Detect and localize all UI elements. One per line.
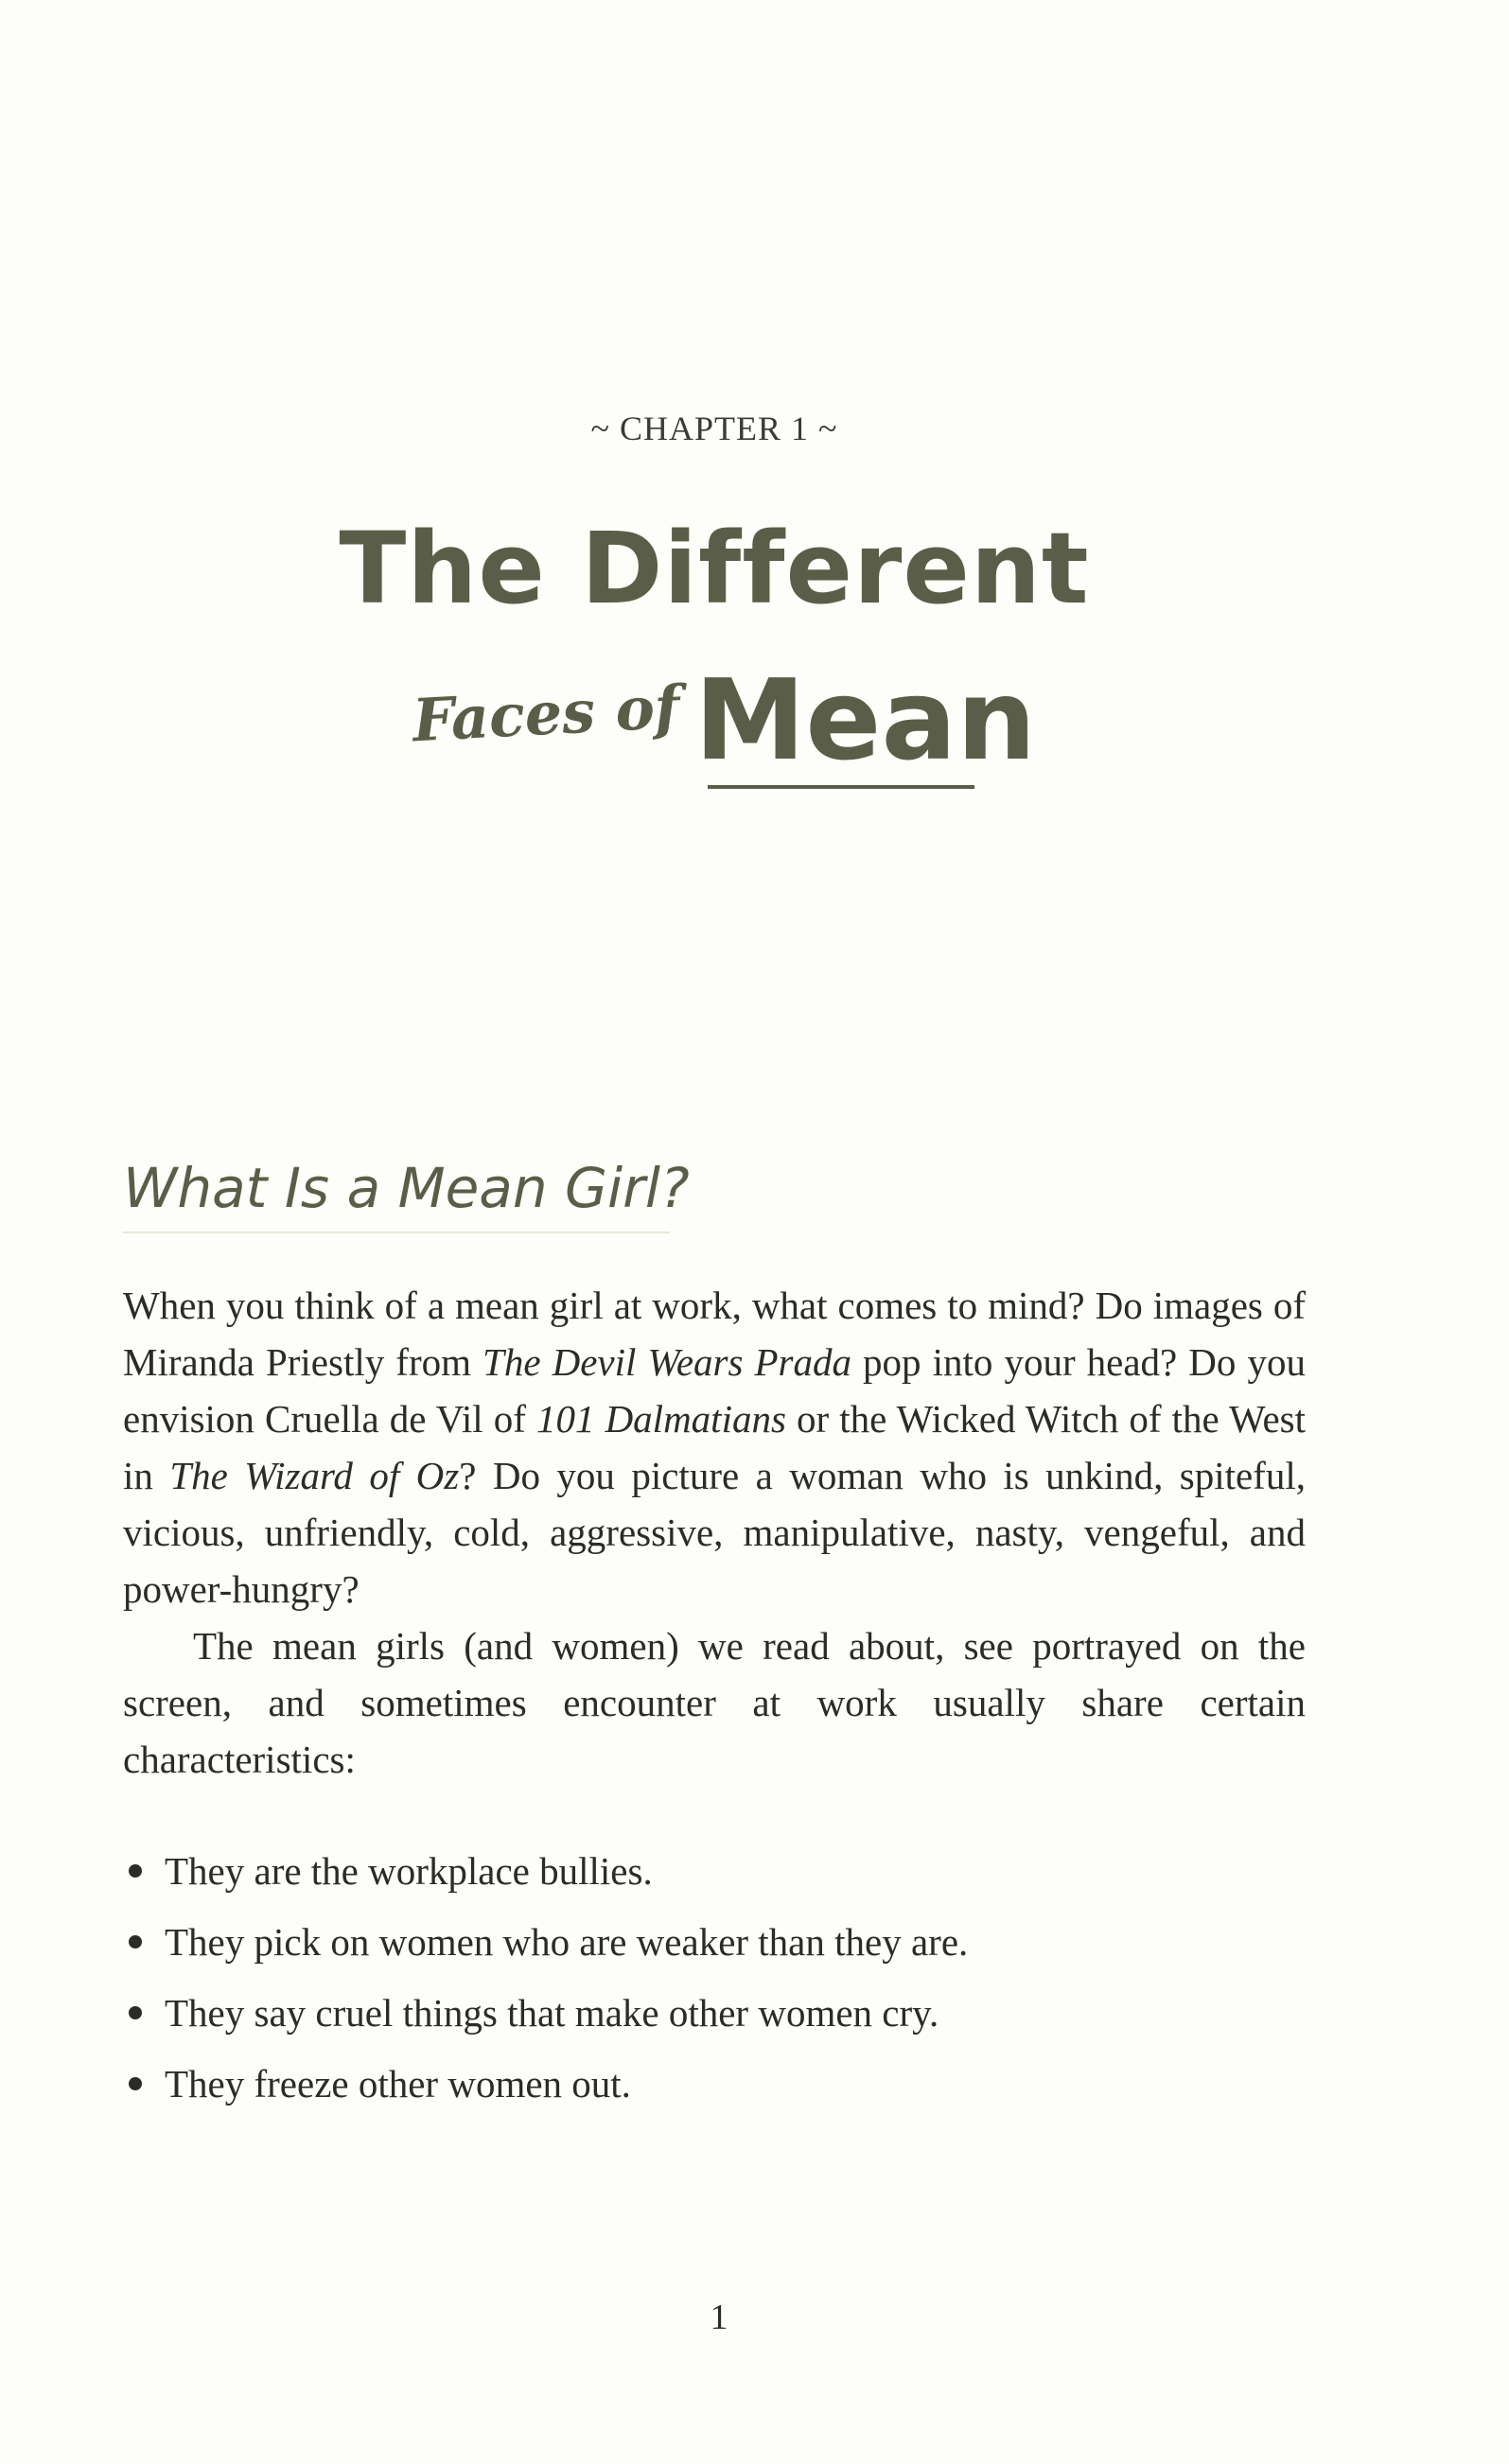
characteristics-list [123,1843,1353,2126]
list-item [123,1843,1353,1914]
chapter-title-faces-of: Faces of [411,672,682,756]
list-item-text: They say cruel things that make other women cry. [165,1991,939,2035]
title-101-dalmatians: 101 Dalmatians [536,1397,786,1441]
bullet-icon [129,2077,142,2090]
paragraph-1-text-3: or the Wicked Witch of the West in [123,1397,1306,1497]
list-item-text: They are the workplace bullies. [165,1849,653,1893]
list-item [123,1984,1353,2055]
bullet-icon [129,1864,142,1878]
title-wizard-of-oz: The Wizard of Oz [169,1454,460,1497]
bullet-icon [129,2006,142,2019]
page-number: 1 [710,2298,728,2337]
list-item [123,1914,1353,1984]
chapter-title-mean: Mean [694,655,1037,785]
list-item-text: They pick on women who are weaker than they are. [165,1920,969,1964]
body-paragraph-2: The mean girls (and women) we read about, see portrayed on the screen, and sometimes encounter at work usually share certain characteristics: [123,1624,1306,1781]
list-item-text: They freeze other women out. [165,2062,631,2106]
paragraph-1-text-4: ? Do you picture a woman who is unkind, spiteful, vicious, unfriendly, cold, aggressive, manipulative, nasty, vengeful, and power-hungry? [123,1454,1306,1611]
paragraph-1-text-2: pop into your head? Do you envision Cruella de Vil of [123,1340,1306,1441]
list-item [123,2055,1353,2126]
section-divider [123,1232,670,1233]
title-devil-wears-prada: The Devil Wears Prada [483,1340,851,1384]
paragraph-1-text-1: When you think of a mean girl at work, what comes to mind? Do images of Miranda Priestly from [123,1284,1306,1384]
chapter-title-line1: The Different [339,511,1090,626]
chapter-title-line2 [411,655,1075,795]
title-underline [708,785,974,789]
body-paragraph-1 [123,1277,1306,1617]
bullet-icon [129,1935,142,1948]
chapter-label: ~ CHAPTER 1 ~ [590,410,838,447]
section-heading: What Is a Mean Girl? [123,1156,690,1220]
